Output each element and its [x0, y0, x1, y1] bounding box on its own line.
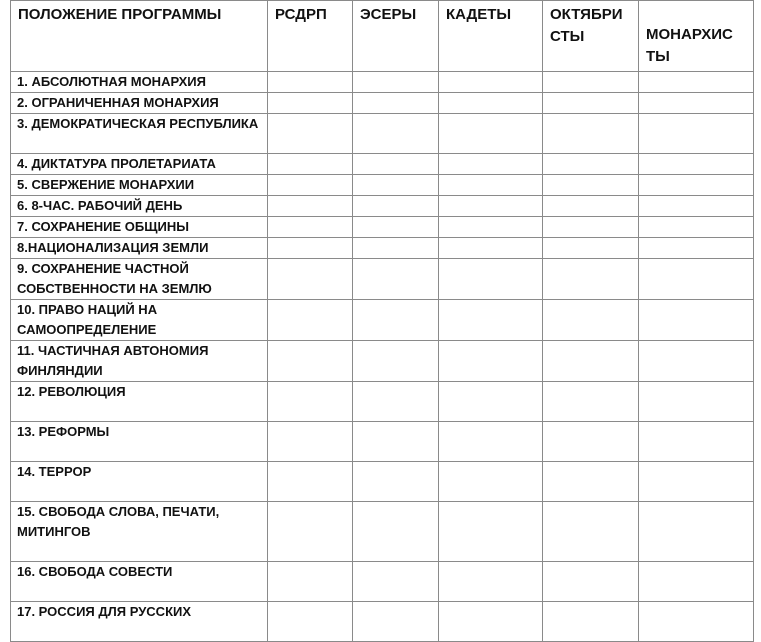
answer-cell[interactable] — [439, 300, 543, 341]
answer-cell[interactable] — [268, 300, 353, 341]
answer-cell[interactable] — [439, 175, 543, 196]
program-position-cell: 9. СОХРАНЕНИЕ ЧАСТНОЙ СОБСТВЕННОСТИ НА ЗЕМЛЮ — [11, 259, 268, 300]
answer-cell[interactable] — [268, 462, 353, 502]
answer-cell[interactable] — [639, 382, 754, 422]
table-row — [11, 114, 754, 154]
answer-cell[interactable] — [439, 382, 543, 422]
answer-cell[interactable] — [439, 502, 543, 562]
table-row — [11, 502, 754, 562]
program-position-cell: 4. ДИКТАТУРА ПРОЛЕТАРИАТА — [11, 154, 268, 175]
answer-cell[interactable] — [439, 217, 543, 238]
program-position-cell: 7. СОХРАНЕНИЕ ОБЩИНЫ — [11, 217, 268, 238]
header-rsdrp: РСДРП — [268, 1, 353, 72]
header-oktyabristy: ОКТЯБРИ СТЫ — [543, 1, 639, 72]
header-row — [11, 1, 754, 72]
answer-cell[interactable] — [439, 462, 543, 502]
table-row — [11, 154, 754, 175]
answer-cell[interactable] — [639, 217, 754, 238]
program-position-cell: 17. РОССИЯ ДЛЯ РУССКИХ — [11, 602, 268, 642]
answer-cell[interactable] — [353, 72, 439, 93]
answer-cell[interactable] — [353, 175, 439, 196]
answer-cell[interactable] — [353, 300, 439, 341]
answer-cell[interactable] — [439, 341, 543, 382]
answer-cell[interactable] — [268, 114, 353, 154]
answer-cell[interactable] — [639, 238, 754, 259]
table-row — [11, 462, 754, 502]
table-row — [11, 238, 754, 259]
answer-cell[interactable] — [353, 114, 439, 154]
answer-cell[interactable] — [268, 382, 353, 422]
answer-cell[interactable] — [268, 259, 353, 300]
answer-cell[interactable] — [439, 259, 543, 300]
program-position-cell: 5. СВЕРЖЕНИЕ МОНАРХИИ — [11, 175, 268, 196]
answer-cell[interactable] — [639, 196, 754, 217]
answer-cell[interactable] — [639, 114, 754, 154]
answer-cell[interactable] — [439, 196, 543, 217]
answer-cell[interactable] — [353, 562, 439, 602]
answer-cell[interactable] — [268, 238, 353, 259]
table-row — [11, 562, 754, 602]
program-position-cell: 2. ОГРАНИЧЕННАЯ МОНАРХИЯ — [11, 93, 268, 114]
program-position-cell: 1. АБСОЛЮТНАЯ МОНАРХИЯ — [11, 72, 268, 93]
answer-cell[interactable] — [439, 562, 543, 602]
program-position-cell: 6. 8-ЧАС. РАБОЧИЙ ДЕНЬ — [11, 196, 268, 217]
answer-cell[interactable] — [268, 502, 353, 562]
answer-cell[interactable] — [439, 114, 543, 154]
answer-cell[interactable] — [639, 154, 754, 175]
answer-cell[interactable] — [639, 341, 754, 382]
answer-cell[interactable] — [639, 93, 754, 114]
answer-cell[interactable] — [439, 93, 543, 114]
answer-cell[interactable] — [543, 382, 639, 422]
answer-cell[interactable] — [639, 72, 754, 93]
answer-cell[interactable] — [268, 154, 353, 175]
program-position-cell: 13. РЕФОРМЫ — [11, 422, 268, 462]
header-kadety: КАДЕТЫ — [439, 1, 543, 72]
answer-cell[interactable] — [639, 562, 754, 602]
answer-cell[interactable] — [353, 154, 439, 175]
answer-cell[interactable] — [353, 217, 439, 238]
answer-cell[interactable] — [543, 462, 639, 502]
answer-cell[interactable] — [543, 175, 639, 196]
table-row — [11, 217, 754, 238]
header-monarkhisty — [639, 1, 754, 72]
answer-cell[interactable] — [639, 300, 754, 341]
answer-cell[interactable] — [543, 114, 639, 154]
answer-cell[interactable] — [639, 422, 754, 462]
program-position-cell: 14. ТЕРРОР — [11, 462, 268, 502]
program-position-cell: 3. ДЕМОКРАТИЧЕСКАЯ РЕСПУБЛИКА — [11, 114, 268, 154]
table-row — [11, 196, 754, 217]
header-monarkhisty-text: МОНАРХИС ТЫ — [646, 26, 733, 65]
answer-cell[interactable] — [543, 502, 639, 562]
table-row — [11, 382, 754, 422]
table-row — [11, 341, 754, 382]
answer-cell[interactable] — [439, 154, 543, 175]
answer-cell[interactable] — [543, 217, 639, 238]
answer-cell[interactable] — [353, 196, 439, 217]
program-position-cell: 11. ЧАСТИЧНАЯ АВТОНОМИЯ ФИНЛЯНДИИ — [11, 341, 268, 382]
answer-cell[interactable] — [353, 462, 439, 502]
answer-cell[interactable] — [268, 341, 353, 382]
table-row — [11, 422, 754, 462]
answer-cell[interactable] — [268, 175, 353, 196]
answer-cell[interactable] — [543, 562, 639, 602]
answer-cell[interactable] — [543, 72, 639, 93]
answer-cell[interactable] — [639, 175, 754, 196]
program-position-cell: 8.НАЦИОНАЛИЗАЦИЯ ЗЕМЛИ — [11, 238, 268, 259]
answer-cell[interactable] — [543, 93, 639, 114]
header-esery: ЭСЕРЫ — [353, 1, 439, 72]
program-position-cell: 12. РЕВОЛЮЦИЯ — [11, 382, 268, 422]
program-position-cell: 15. СВОБОДА СЛОВА, ПЕЧАТИ, МИТИНГОВ — [11, 502, 268, 562]
answer-cell[interactable] — [268, 72, 353, 93]
answer-cell[interactable] — [353, 502, 439, 562]
answer-cell[interactable] — [543, 154, 639, 175]
answer-cell[interactable] — [639, 259, 754, 300]
answer-cell[interactable] — [439, 238, 543, 259]
answer-cell[interactable] — [268, 422, 353, 462]
answer-cell[interactable] — [353, 422, 439, 462]
answer-cell[interactable] — [543, 341, 639, 382]
table-row — [11, 300, 754, 341]
table-row — [11, 72, 754, 93]
answer-cell[interactable] — [353, 341, 439, 382]
header-position: ПОЛОЖЕНИЕ ПРОГРАММЫ — [11, 1, 268, 72]
answer-cell[interactable] — [543, 238, 639, 259]
answer-cell[interactable] — [268, 93, 353, 114]
answer-cell[interactable] — [543, 300, 639, 341]
party-programs-table — [10, 0, 754, 642]
answer-cell[interactable] — [353, 93, 439, 114]
answer-cell[interactable] — [268, 196, 353, 217]
answer-cell[interactable] — [639, 462, 754, 502]
answer-cell[interactable] — [639, 502, 754, 562]
answer-cell[interactable] — [439, 72, 543, 93]
answer-cell[interactable] — [268, 562, 353, 602]
answer-cell[interactable] — [353, 259, 439, 300]
answer-cell[interactable] — [353, 382, 439, 422]
table-row — [11, 93, 754, 114]
program-position-cell: 16. СВОБОДА СОВЕСТИ — [11, 562, 268, 602]
answer-cell[interactable] — [439, 422, 543, 462]
answer-cell[interactable] — [353, 238, 439, 259]
answer-cell[interactable] — [543, 259, 639, 300]
answer-cell[interactable] — [268, 217, 353, 238]
program-position-cell: 10. ПРАВО НАЦИЙ НА САМООПРЕДЕЛЕНИЕ — [11, 300, 268, 341]
answer-cell[interactable] — [543, 196, 639, 217]
table-row — [11, 259, 754, 300]
table-row — [11, 175, 754, 196]
answer-cell[interactable] — [543, 422, 639, 462]
